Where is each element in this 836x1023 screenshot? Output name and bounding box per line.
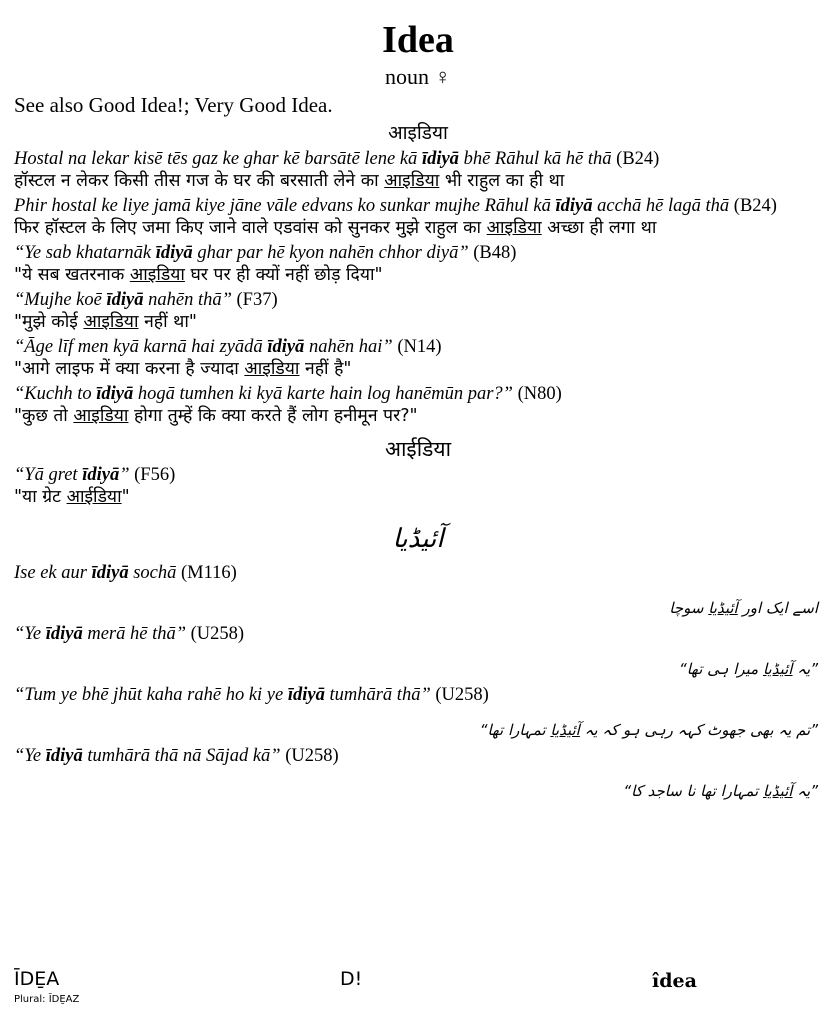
transliteration <box>14 149 826 170</box>
source-ref: (F56) <box>129 465 176 485</box>
transliteration-quote <box>14 563 176 583</box>
section-heading: आईडिया <box>384 437 452 461</box>
devanagari-text <box>14 486 826 509</box>
example <box>14 384 826 428</box>
urdu-before: ”یہ <box>792 782 818 800</box>
dev-after: नहीं था" <box>138 312 197 332</box>
translit-after: hogā tumhen ki kyā karte hain log hanēmūn par?” <box>133 384 513 404</box>
transliteration <box>14 337 826 358</box>
translit-keyword: īdiyā <box>267 337 305 357</box>
dev-keyword: आइडिया <box>244 359 300 379</box>
transliteration-quote <box>14 290 232 310</box>
urdu-text <box>14 718 818 742</box>
dev-before: फिर हॉस्टल के लिए जमा किए जाने वाले एडवांस को सुनकर मुझे राहुल का <box>14 218 487 238</box>
footer-spelling: ĪDE̱A <box>14 968 60 990</box>
dev-after: नहीं है" <box>299 359 352 379</box>
devanagari-text <box>14 358 826 381</box>
translit-keyword: īdiyā <box>106 290 144 310</box>
dev-after: अच्छा ही लगा था <box>541 218 657 238</box>
urdu-text <box>14 779 818 803</box>
translit-before: Ise ek aur <box>14 563 92 583</box>
translit-keyword: īdiyā <box>155 243 193 263</box>
transliteration-quote <box>14 196 729 216</box>
urdu-keyword: آئیڈیا <box>762 660 793 678</box>
transliteration <box>14 384 826 405</box>
devanagari-text <box>14 311 826 334</box>
source-ref: (N80) <box>512 384 562 404</box>
transliteration-quote <box>14 384 513 404</box>
urdu-after: سوچا <box>669 599 709 617</box>
devanagari-text <box>14 170 826 193</box>
dev-before: "या ग्रेट <box>14 487 67 507</box>
transliteration-quote <box>14 337 393 357</box>
dev-before: "ये सब खतरनाक <box>14 265 130 285</box>
translit-keyword: īdiyā <box>555 196 593 216</box>
dev-before: हॉस्टल न लेकर किसी तीस गज के घर की बरसाती लेने का <box>14 171 385 191</box>
example <box>14 337 826 381</box>
translit-before: Hostal na lekar kisē tēs gaz ke ghar kē barsātē lene kā <box>14 149 422 169</box>
translit-keyword: īdiyā <box>91 563 129 583</box>
see-also: See also Good Idea!; Very Good Idea. <box>14 93 333 117</box>
urdu-keyword: آئیڈیا <box>550 721 580 739</box>
footer-blackletter: îdea <box>652 970 697 992</box>
translit-keyword: īdiyā <box>45 624 83 644</box>
dev-after: होगा तुम्हें कि क्या करते हैं लोग हनीमून पर?" <box>128 406 418 426</box>
source-ref: (B48) <box>468 243 517 263</box>
transliteration <box>14 290 826 311</box>
translit-before: “Mujhe koē <box>14 290 107 310</box>
part-of-speech: noun ♀ <box>385 64 451 89</box>
urdu-after: تمہارا تھا“ <box>479 721 551 739</box>
source-ref: (B24) <box>611 149 660 169</box>
translit-before: “Āge līf men kyā karnā hai zyādā <box>14 337 268 357</box>
translit-after: merā hē thā” <box>82 624 187 644</box>
example <box>14 465 826 509</box>
urdu-text <box>14 596 818 620</box>
source-ref: (F37) <box>231 290 278 310</box>
transliteration-quote <box>14 624 186 644</box>
translit-after: ghar par hē kyon nahēn chhor diyā” <box>192 243 469 263</box>
translit-after: nahēn thā” <box>143 290 232 310</box>
transliteration <box>14 465 826 486</box>
example <box>14 196 826 240</box>
source-ref: (U258) <box>280 746 339 766</box>
example <box>14 290 826 334</box>
example <box>14 624 826 681</box>
transliteration-quote <box>14 243 469 263</box>
translit-after: sochā <box>128 563 177 583</box>
transliteration-quote <box>14 149 612 169</box>
dev-after: भी राहुल का ही था <box>439 171 565 191</box>
example <box>14 563 826 620</box>
devanagari-sections <box>0 120 836 509</box>
urdu-before: ”یہ <box>792 660 818 678</box>
translit-after: bhē Rāhul kā hē thā <box>458 149 612 169</box>
source-ref: (U258) <box>430 685 489 705</box>
transliteration-quote <box>14 685 431 705</box>
urdu-keyword: آئیڈیا <box>708 599 738 617</box>
urdu-before: ”تم یہ بھی جھوٹ کہہ رہی ہو کہ یہ <box>579 721 818 739</box>
transliteration <box>14 243 826 264</box>
example <box>14 685 826 742</box>
urdu-heading: آئیڈیا <box>392 524 444 554</box>
translit-keyword: īdiyā <box>45 746 83 766</box>
dev-before: "कुछ तो <box>14 406 74 426</box>
source-ref: (M116) <box>176 563 237 583</box>
urdu-examples <box>0 563 836 803</box>
example <box>14 243 826 287</box>
translit-before: “Kuchh to <box>14 384 97 404</box>
dev-keyword: आईडिया <box>66 487 122 507</box>
translit-after: nahēn hai” <box>304 337 393 357</box>
transliteration <box>14 624 826 645</box>
dev-keyword: आइडिया <box>129 265 185 285</box>
footer-middle: D! <box>340 968 363 990</box>
translit-after: tumhārā thā” <box>324 685 431 705</box>
devanagari-text <box>14 217 826 240</box>
source-ref: (B24) <box>729 196 777 216</box>
devanagari-text <box>14 264 826 287</box>
translit-before: “Ye <box>14 624 46 644</box>
dev-keyword: आइडिया <box>384 171 440 191</box>
dev-before: "आगे लाइफ में क्या करना है ज्यादा <box>14 359 245 379</box>
transliteration-quote <box>14 746 281 766</box>
section-heading: आइडिया <box>388 122 448 144</box>
urdu-before: اسے ایک اور <box>737 599 818 617</box>
transliteration <box>14 685 826 706</box>
dev-keyword: आइडिया <box>83 312 139 332</box>
translit-after: acchā hē lagā thā <box>592 196 730 216</box>
translit-after: ” <box>119 465 130 485</box>
translit-before: “Tum ye bhē jhūt kaha rahē ho ki ye <box>14 685 288 705</box>
translit-before: “Ye <box>14 746 46 766</box>
translit-after: tumhārā thā nā Sājad kā” <box>82 746 281 766</box>
translit-before: “Yā gret <box>14 465 83 485</box>
transliteration-quote <box>14 465 130 485</box>
dev-after: घर पर ही क्यों नहीं छोड़ दिया" <box>184 265 383 285</box>
example <box>14 746 826 803</box>
source-ref: (U258) <box>186 624 245 644</box>
headword: Idea <box>382 19 454 61</box>
dev-keyword: आइडिया <box>486 218 542 238</box>
dev-keyword: आइडिया <box>73 406 129 426</box>
translit-before: Phir hostal ke liye jamā kiye jāne vāle edvans ko sunkar mujhe Rāhul kā <box>14 196 556 216</box>
translit-keyword: īdiyā <box>287 685 325 705</box>
translit-before: “Ye sab khatarnāk <box>14 243 156 263</box>
translit-keyword: īdiyā <box>82 465 120 485</box>
urdu-after: میرا ہی تھا“ <box>678 660 763 678</box>
footer <box>0 968 836 1008</box>
urdu-text <box>14 657 818 681</box>
example <box>14 149 826 193</box>
footer-plural: Plural: ĪDE̱AZ <box>14 994 80 1005</box>
transliteration <box>14 563 826 584</box>
translit-keyword: īdiyā <box>421 149 459 169</box>
devanagari-text <box>14 405 826 428</box>
transliteration <box>14 196 826 217</box>
urdu-after: تمہارا تھا نا ساجد کا“ <box>623 782 763 800</box>
transliteration <box>14 746 826 767</box>
source-ref: (N14) <box>392 337 442 357</box>
dev-after: " <box>121 487 130 507</box>
urdu-keyword: آئیڈیا <box>762 782 793 800</box>
translit-keyword: īdiyā <box>96 384 134 404</box>
dev-before: "मुझे कोई <box>14 312 84 332</box>
